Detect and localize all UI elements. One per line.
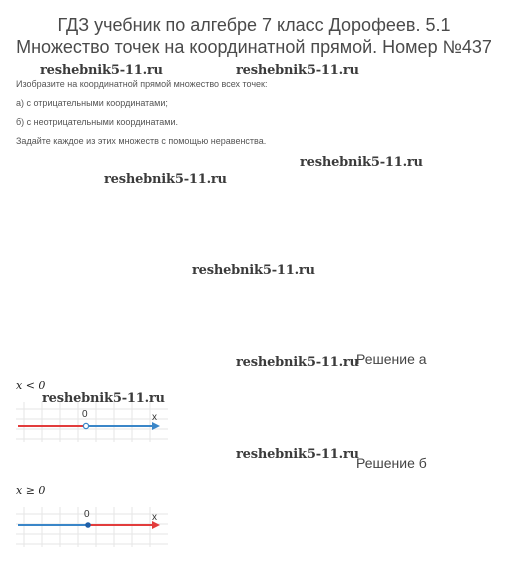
watermark: reshebnik5-11.ru <box>42 391 165 406</box>
watermark: reshebnik5-11.ru <box>104 172 227 187</box>
open-point <box>83 423 88 428</box>
zero-label: 0 <box>82 409 88 420</box>
watermark: reshebnik5-11.ru <box>192 263 315 278</box>
watermark: reshebnik5-11.ru <box>236 447 359 462</box>
task-line-2: а) с отрицательными координатами; <box>16 98 168 108</box>
filled-point <box>85 522 91 528</box>
watermark: reshebnik5-11.ru <box>236 355 359 370</box>
solution-a-label: Решение а <box>356 351 427 367</box>
inequality-b: x ≥ 0 <box>16 484 46 497</box>
zero-label: 0 <box>84 509 90 520</box>
number-line-a <box>16 402 168 442</box>
axis-x-label: x <box>152 412 157 423</box>
solution-b-label: Решение б <box>356 455 427 471</box>
watermark: reshebnik5-11.ru <box>236 63 359 78</box>
watermark: reshebnik5-11.ru <box>300 155 423 170</box>
task-line-1: Изобразите на координатной прямой множество всех точек: <box>16 79 268 89</box>
task-line-4: Задайте каждое из этих множеств с помощью неравенства. <box>16 136 267 146</box>
number-line-b <box>16 507 168 547</box>
task-line-3: б) с неотрицательными координатами. <box>16 117 179 127</box>
page-title: ГДЗ учебник по алгебре 7 класс Дорофеев. 5.1 Множество точек на координатной прямой. Номер №437 <box>16 15 492 57</box>
watermark: reshebnik5-11.ru <box>40 63 163 78</box>
inequality-a: x < 0 <box>16 379 46 392</box>
axis-x-label: x <box>152 512 157 523</box>
